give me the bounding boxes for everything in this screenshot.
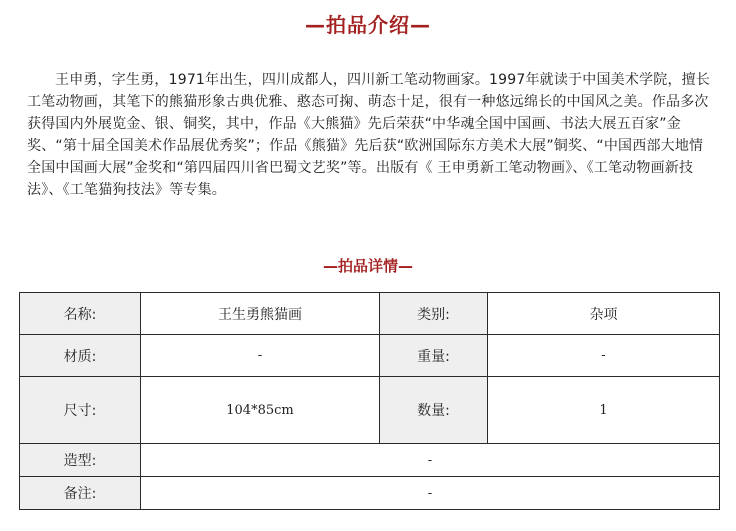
category-value: 杂项	[488, 293, 720, 335]
material-value: -	[141, 335, 380, 377]
table-row	[20, 293, 720, 335]
name-label: 名称:	[20, 293, 141, 335]
details-section-title: —拍品详情—	[322, 257, 413, 275]
name-value: 王生勇熊猫画	[141, 293, 380, 335]
note-value: -	[141, 477, 720, 510]
weight-value: -	[488, 335, 720, 377]
note-label: 备注:	[20, 477, 141, 510]
table-row	[20, 477, 720, 510]
size-label: 尺寸:	[20, 377, 141, 444]
material-label: 材质:	[20, 335, 141, 377]
quantity-label: 数量:	[380, 377, 488, 444]
intro-section-title: —拍品介绍—	[305, 13, 431, 37]
weight-label: 重量:	[380, 335, 488, 377]
lot-details-table	[19, 292, 720, 510]
quantity-value: 1	[488, 377, 720, 444]
shape-value: -	[141, 444, 720, 477]
category-label: 类别:	[380, 293, 488, 335]
shape-label: 造型:	[20, 444, 141, 477]
size-value: 104*85cm	[141, 377, 380, 444]
artist-introduction-text: 王申勇，字生勇，1971年出生，四川成都人，四川新工笔动物画家。1997年就读于中国美术学院，擅长工笔动物画，其笔下的熊猫形象古典优雅、憨态可掬、萌态十足，很有一种悠远绵长的中国风之美。作品多次获得国内外展览金、银、铜奖，其中，作品《大熊猫》先后荣获“中华魂全国中国画、书法大展五百家”金奖、“第十届全国美术作品展优秀奖”；作品《熊猫》先后获“欧洲国际东方美术大展”铜奖、“中国西部大地情全国中国画大展”金奖和“第四届四川省巴蜀文艺奖”等。出版有《 王申勇新工笔动物画》、《工笔动物画新技法》、《工笔猫狗技法》等专集。	[27, 72, 711, 198]
table-row	[20, 335, 720, 377]
table-row	[20, 444, 720, 477]
table-row	[20, 377, 720, 444]
